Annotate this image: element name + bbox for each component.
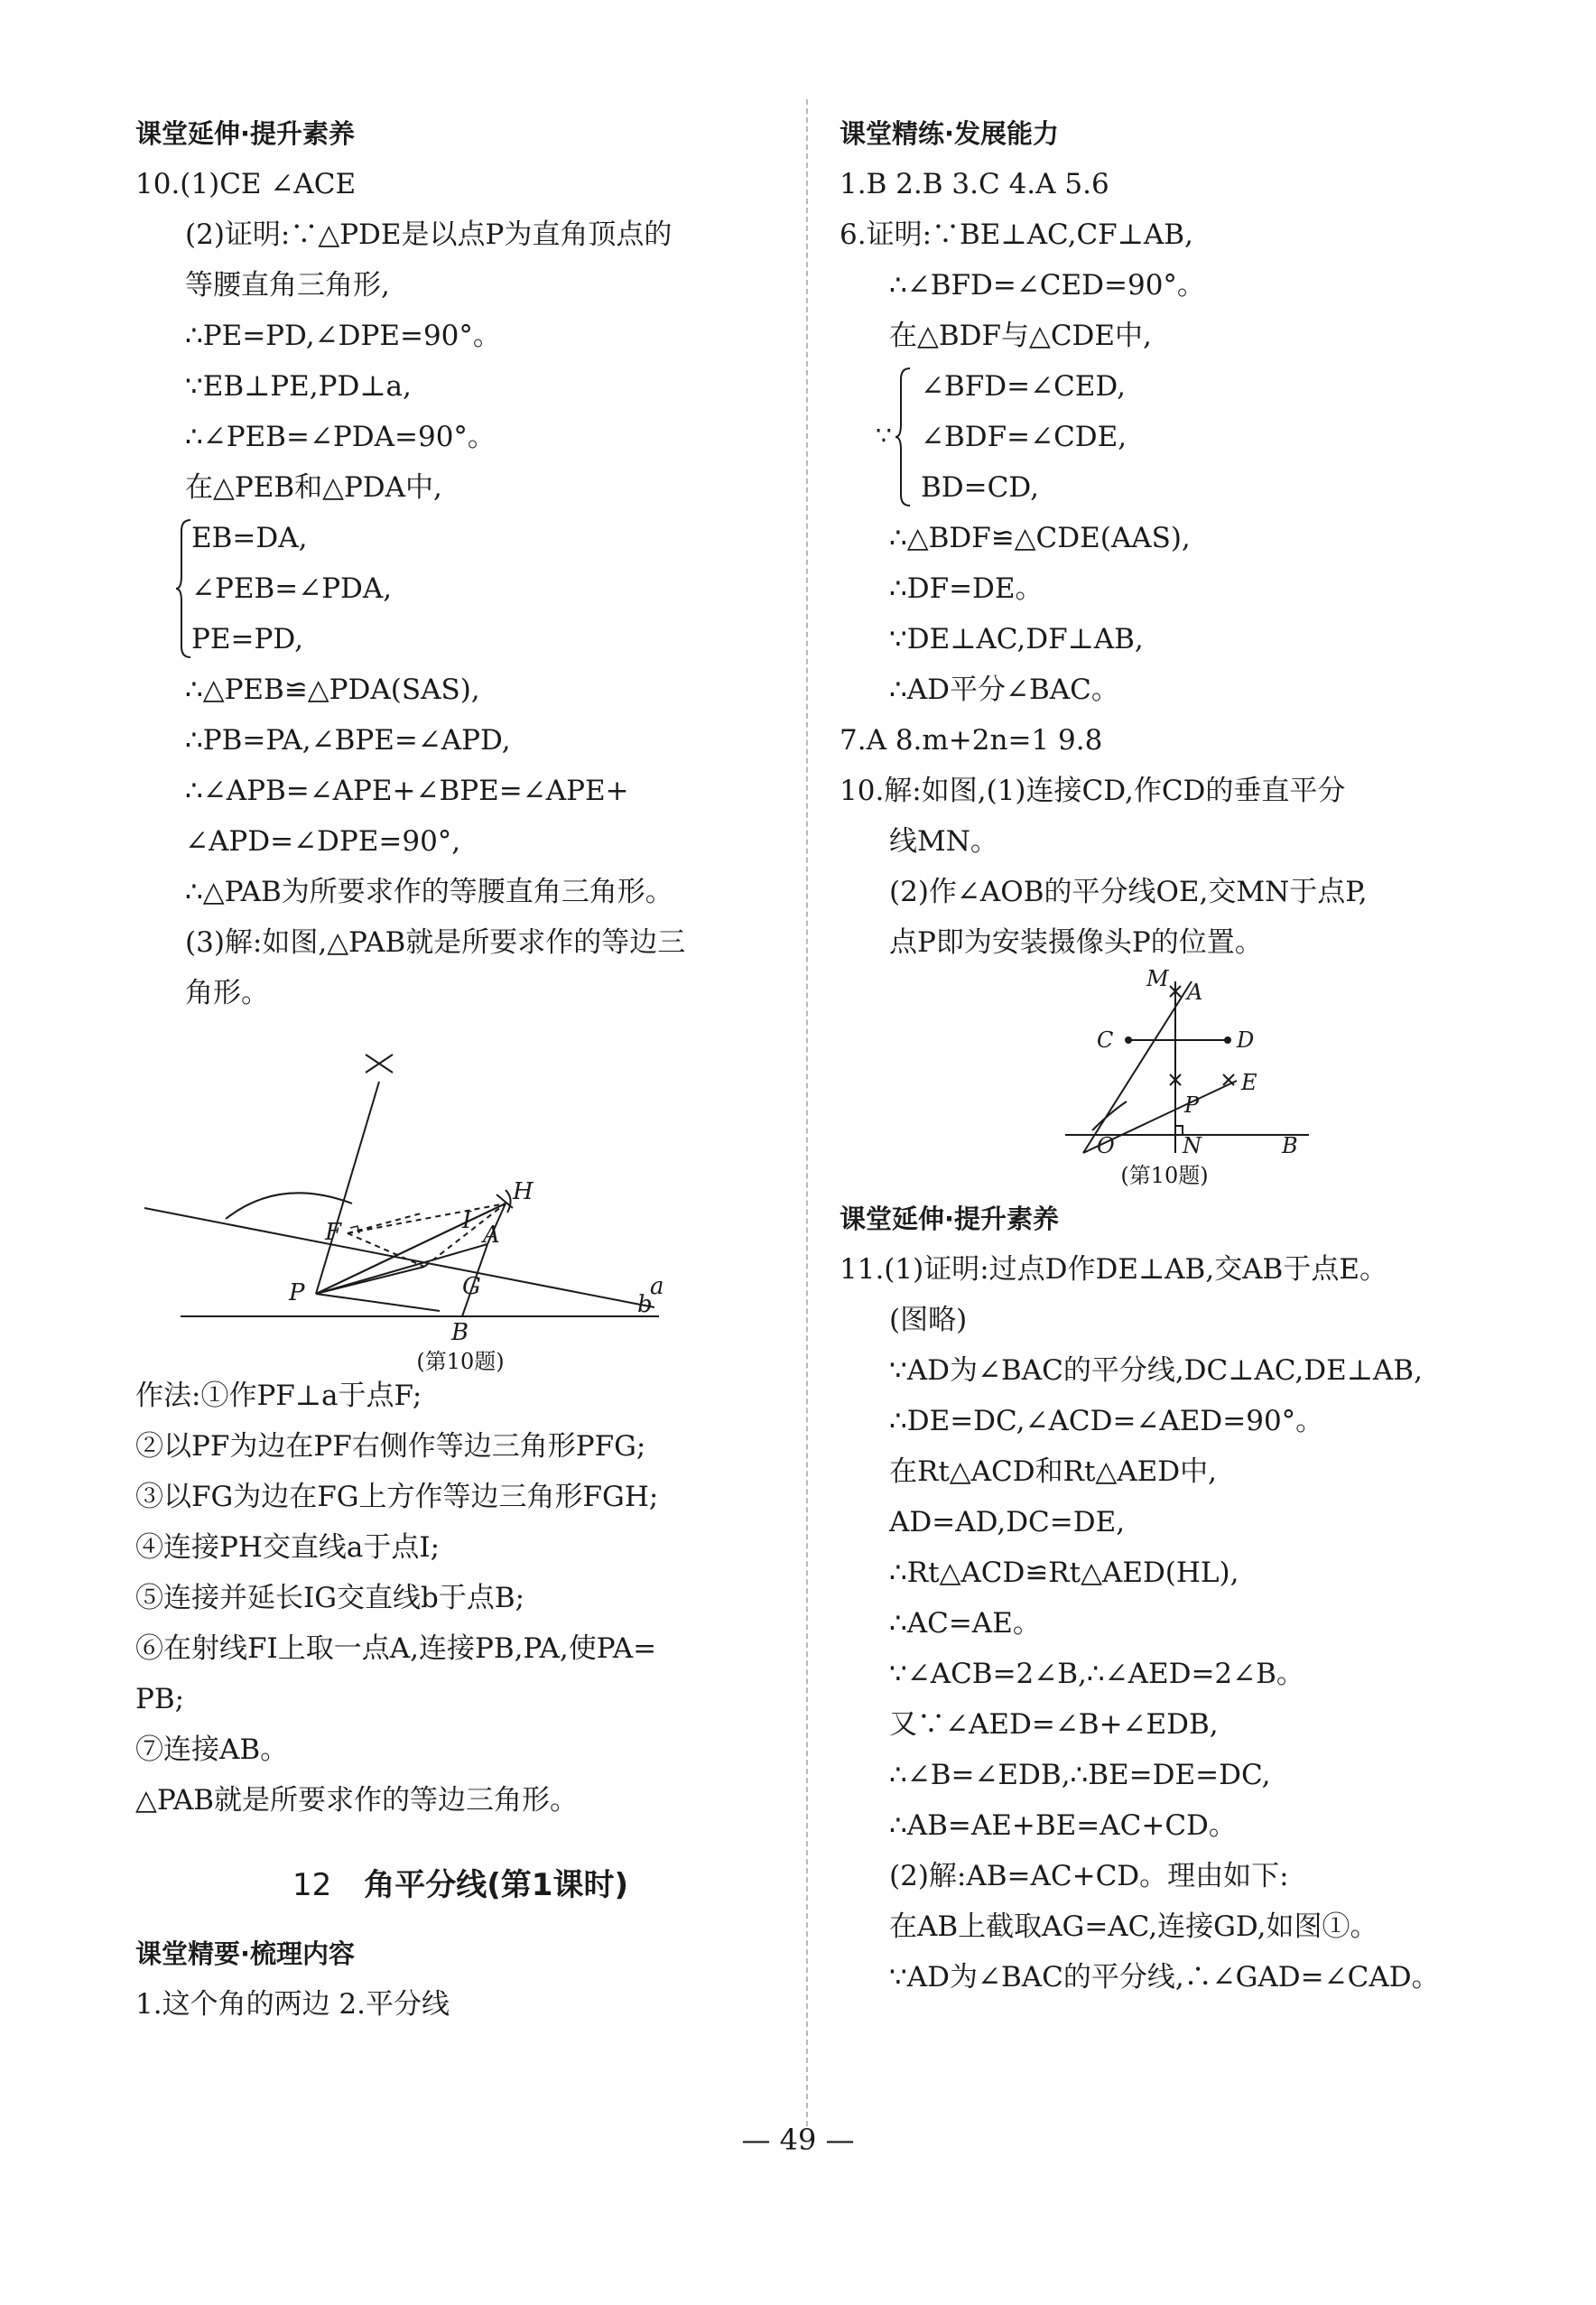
method-line: ⑤连接并延长IG交直线b于点B; [135, 1582, 525, 1614]
condition-brace [840, 361, 1489, 513]
label-a: a [650, 1273, 664, 1300]
answer-line: ∴DE=DC,∠ACD=∠AED=90°。 [889, 1405, 1324, 1437]
answer-line: ∴PE=PD,∠DPE=90°。 [185, 320, 501, 352]
answer-line: 1.B 2.B 3.C 4.A 5.6 [840, 168, 1109, 200]
method-line: △PAB就是所要求作的等边三角形。 [135, 1784, 579, 1817]
answer-line: 在AB上截取AG=AC,连接GD,如图①。 [889, 1910, 1378, 1943]
method-line: ⑥在射线FI上取一点A,连接PB,PA,使PA= [135, 1632, 657, 1665]
answer-line: ∴PB=PA,∠BPE=∠APD, [185, 724, 511, 757]
answer-line: 在△PEB和△PDA中, [185, 471, 442, 504]
label-I: I [462, 1207, 472, 1234]
answer-line: 点P即为安装摄像头P的位置。 [889, 926, 1263, 959]
answer-line: ∴DF=DE。 [889, 572, 1044, 605]
label-B: B [1282, 1133, 1298, 1157]
method-line: 作法:①作PF⊥a于点F; [135, 1380, 422, 1412]
section-heading: 课堂延伸·提升素养 [840, 1204, 1060, 1234]
answer-line: ∴△PEB≌△PDA(SAS), [185, 674, 480, 706]
method-line: ⑦连接AB。 [135, 1733, 289, 1766]
answer-line: ∴∠APB=∠APE+∠BPE=∠APE+ [185, 775, 629, 807]
column-divider [806, 99, 808, 2126]
answer-line: ∵AD为∠BAC的平分线,DC⊥AC,DE⊥AB, [889, 1354, 1423, 1387]
answer-line: AD=AD,DC=DE, [889, 1506, 1126, 1538]
answer-line: ∴∠B=∠EDB,∴BE=DE=DC, [889, 1759, 1271, 1791]
condition-brace [135, 513, 785, 665]
lesson-number: 12 [292, 1867, 332, 1903]
answer-line: 6.证明:∵BE⊥AC,CF⊥AB, [840, 218, 1193, 251]
answer-line: 又∵∠AED=∠B+∠EDB, [889, 1708, 1219, 1741]
answer-line: (图略) [889, 1304, 968, 1336]
figure-caption: (第10题) [1120, 1163, 1209, 1188]
svg-text:∵: ∵ [876, 421, 892, 451]
method-line: ③以FG为边在FG上方作等边三角形FGH; [135, 1481, 659, 1513]
section-heading: 课堂精练·发展能力 [840, 118, 1060, 149]
answer-line: 10.(1)CE ∠ACE [135, 168, 357, 200]
answer-line: ∴△PAB为所要求作的等腰直角三角形。 [185, 876, 673, 908]
label-D: D [1237, 1027, 1255, 1053]
answer-line: 7.A 8.m+2n=1 9.8 [840, 724, 1103, 757]
label-G: G [462, 1273, 481, 1300]
answer-line: ∵∠ACB=2∠B,∴∠AED=2∠B。 [889, 1658, 1304, 1690]
answer-line: 等腰直角三角形, [185, 269, 390, 302]
brace-line: ∠BFD=∠CED, [921, 370, 1127, 403]
answer-line: ∠APD=∠DPE=90°, [185, 825, 461, 858]
answer-line: (3)解:如图,△PAB就是所要求作的等边三 [185, 926, 686, 959]
lesson-name: 角平分线(第1课时) [364, 1867, 628, 1903]
answer-line: ∴AD平分∠BAC。 [889, 674, 1119, 706]
answer-line: 角形。 [185, 977, 269, 1009]
answer-line: (2)作∠AOB的平分线OE,交MN于点P, [889, 876, 1368, 908]
method-line: ②以PF为边在PF右侧作等边三角形PFG; [135, 1430, 646, 1463]
answer-line: 线MN。 [889, 825, 998, 858]
method-line: PB; [135, 1683, 185, 1715]
brace-line: PE=PD, [191, 623, 303, 655]
label-N: N [1183, 1133, 1202, 1157]
answer-line: 10.解:如图,(1)连接CD,作CD的垂直平分 [840, 775, 1346, 807]
lesson-title [135, 1858, 785, 1912]
answer-line: 在△BDF与△CDE中, [889, 320, 1152, 352]
brace-icon [176, 518, 192, 659]
construction-figure-right [840, 968, 1489, 1194]
brace-line: EB=DA, [191, 522, 308, 554]
answer-line: ∵DE⊥AC,DF⊥AB, [889, 623, 1144, 655]
answer-line: ∴AC=AE。 [889, 1607, 1041, 1640]
right-column [840, 108, 1489, 2003]
answer-line: 11.(1)证明:过点D作DE⊥AB,交AB于点E。 [840, 1253, 1387, 1286]
answer-line: (2)证明:∵△PDE是以点P为直角顶点的 [185, 218, 673, 251]
answer-line: ∴AB=AE+BE=AC+CD。 [889, 1809, 1237, 1842]
construction-figure-left [135, 1018, 785, 1374]
section-heading: 课堂精要·梳理内容 [135, 1938, 356, 1969]
label-F: F [325, 1219, 342, 1246]
label-E: E [1241, 1070, 1257, 1095]
label-C: C [1097, 1027, 1114, 1053]
answer-line: (2)解:AB=AC+CD。理由如下: [889, 1860, 1289, 1892]
label-A: A [483, 1222, 500, 1249]
label-P: P [289, 1279, 305, 1306]
answer-line: ∴∠PEB=∠PDA=90°。 [185, 421, 496, 453]
brace-line: BD=CD, [921, 471, 1039, 504]
answer-line: 在Rt△ACD和Rt△AED中, [889, 1455, 1217, 1488]
label-B: B [451, 1319, 469, 1343]
brace-line: ∠PEB=∠PDA, [191, 572, 393, 605]
label-P: P [1184, 1092, 1200, 1118]
label-b: b [637, 1291, 653, 1318]
because-brace-icon [876, 367, 912, 507]
label-M: M [1146, 968, 1169, 991]
section-heading: 课堂延伸·提升素养 [135, 118, 356, 149]
page-number: — 49 — [741, 2123, 855, 2157]
left-column [135, 108, 785, 2030]
label-A: A [1187, 980, 1203, 1005]
label-O: O [1097, 1133, 1115, 1157]
bisector-construction-diagram [840, 968, 1489, 1157]
answer-line: ∵AD为∠BAC的平分线,∴∠GAD=∠CAD。 [889, 1961, 1440, 1994]
answer-line: ∵EB⊥PE,PD⊥a, [185, 370, 412, 403]
answer-line: 1.这个角的两边 2.平分线 [135, 1988, 450, 2021]
answer-line: ∴Rt△ACD≌Rt△AED(HL), [889, 1557, 1239, 1589]
brace-line: ∠BDF=∠CDE, [921, 421, 1127, 453]
answer-line: ∴∠BFD=∠CED=90°。 [889, 269, 1205, 302]
equilateral-construction-diagram [135, 1018, 785, 1343]
figure-caption: (第10题) [416, 1349, 505, 1374]
answer-line: ∴△BDF≌△CDE(AAS), [889, 522, 1191, 554]
label-H: H [513, 1178, 534, 1205]
method-line: ④连接PH交直线a于点I; [135, 1531, 441, 1564]
